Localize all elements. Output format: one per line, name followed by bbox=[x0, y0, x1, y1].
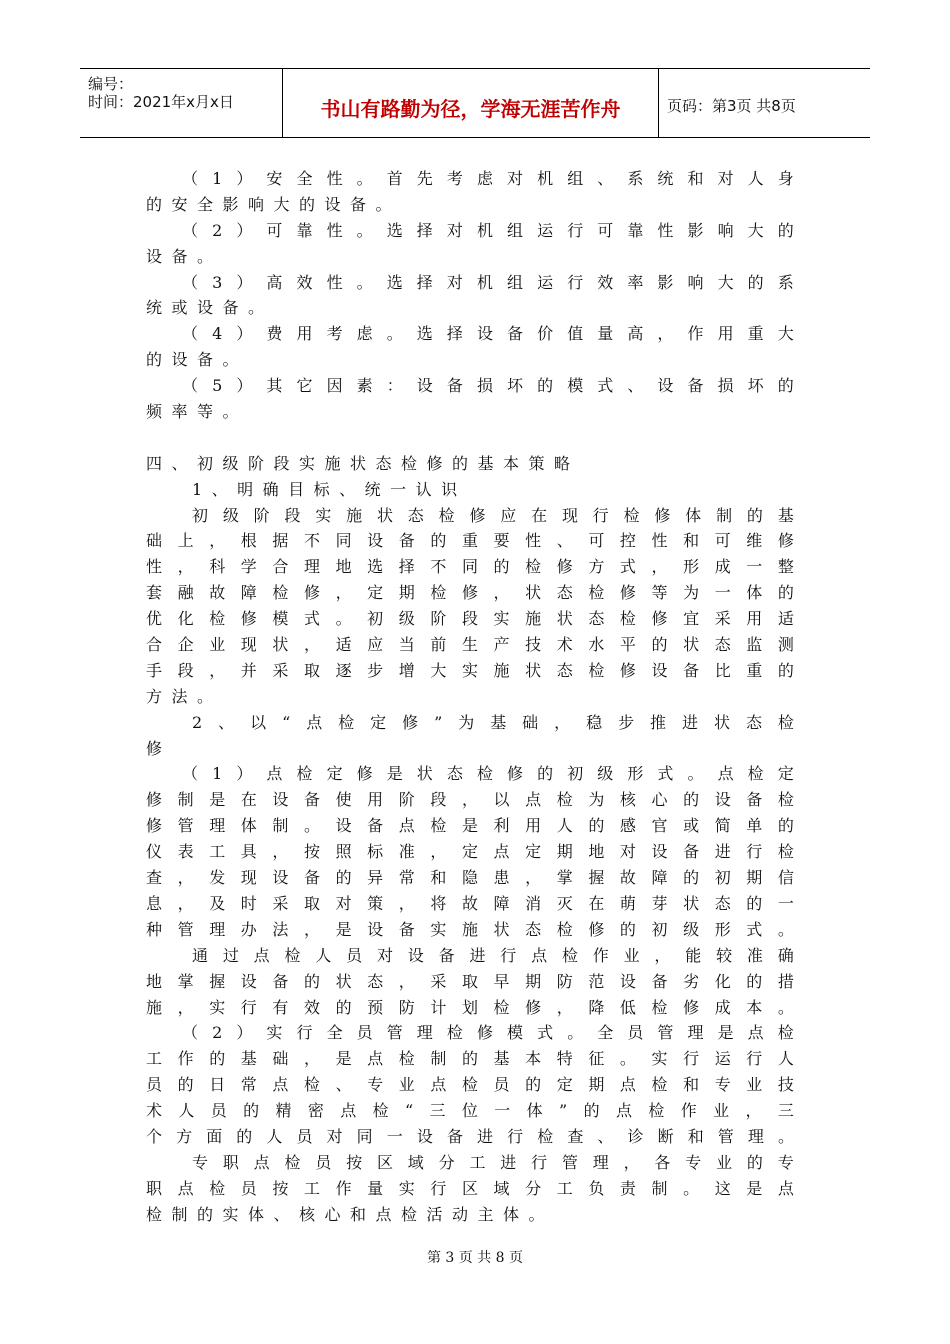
text-line: 的设备。 bbox=[146, 350, 249, 370]
text-line: （ 1 ） 点 检 定 修 是 状 态 检 修 的 初 级 形 式 。 点 检 定 bbox=[182, 764, 794, 784]
text-line: 地 掌 握 设 备 的 状 态 ， 采 取 早 期 防 范 设 备 劣 化 的 措 bbox=[146, 971, 794, 991]
text-line: 术 人 员 的 精 密 点 检 “ 三 位 一 体 ” 的 点 检 作 业 ， 三 bbox=[146, 1101, 794, 1121]
text-line: 套 融 故 障 检 修 ， 定 期 检 修 ， 状 态 检 修 等 为 一 体 的 bbox=[146, 583, 794, 603]
text-line: 种 管 理 办 法 ， 是 设 备 实 施 状 态 检 修 的 初 级 形 式 。 bbox=[146, 919, 794, 939]
text-line: 方法。 bbox=[146, 686, 223, 706]
text-line: 检制的实体、核心和点检活动主体。 bbox=[146, 1204, 555, 1224]
text-line: 设备。 bbox=[146, 246, 223, 266]
document-body bbox=[146, 166, 806, 1228]
text-line: 统或设备。 bbox=[146, 298, 274, 318]
header-page-cell bbox=[659, 69, 870, 137]
text-line: 个 方 面 的 人 员 对 同 一 设 备 进 行 检 查 、 诊 断 和 管 理 。 bbox=[146, 1126, 794, 1146]
text-line: （ 3 ） 高 效 性 。 选 择 对 机 组 运 行 效 率 影 响 大 的 系 bbox=[182, 272, 794, 292]
text-line: 频率等。 bbox=[146, 402, 249, 422]
text-line: 修 制 是 在 设 备 使 用 阶 段 ， 以 点 检 为 核 心 的 设 备 检 bbox=[146, 790, 794, 810]
text-line: 初 级 阶 段 实 施 状 态 检 修 应 在 现 行 检 修 体 制 的 基 bbox=[192, 505, 794, 525]
text-line: 工 作 的 基 础 ， 是 点 检 制 的 基 本 特 征 。 实 行 运 行 人 bbox=[146, 1049, 794, 1069]
text-line: 仪 表 工 具 ， 按 照 标 准 ， 定 点 定 期 地 对 设 备 进 行 检 bbox=[146, 842, 794, 862]
motto-text: 书山有路勤为径，学海无涯苦作舟 bbox=[320, 97, 621, 121]
text-line: 2 、 以 “ 点 检 定 修 ” 为 基 础 ， 稳 步 推 进 状 态 检 bbox=[192, 712, 794, 732]
text-line: 专 职 点 检 员 按 区 域 分 工 进 行 管 理 ， 各 专 业 的 专 bbox=[192, 1152, 794, 1172]
text-line: （ 4 ） 费 用 考 虑 。 选 择 设 备 价 值 量 高 ， 作 用 重 大 bbox=[182, 324, 794, 344]
text-line: 息 ， 及 时 采 取 对 策 ， 将 故 障 消 灭 在 萌 芽 状 态 的 一 bbox=[146, 893, 794, 913]
text-line: 手 段 ， 并 采 取 逐 步 增 大 实 施 状 态 检 修 设 备 比 重 的 bbox=[146, 660, 794, 680]
page-number-label: 页码：第3页 共8页 bbox=[667, 97, 796, 115]
text-line: （ 1 ） 安 全 性 。 首 先 考 虑 对 机 组 、 系 统 和 对 人 身 bbox=[182, 169, 794, 188]
text-line: 施 ， 实 行 有 效 的 预 防 计 划 检 修 ， 降 低 检 修 成 本 。 bbox=[146, 997, 794, 1017]
text-line: 修 bbox=[146, 738, 172, 758]
text-line: （ 2 ） 实 行 全 员 管 理 检 修 模 式 。 全 员 管 理 是 点 检 bbox=[182, 1023, 794, 1043]
text-line: 性 ， 科 学 合 理 地 选 择 不 同 的 检 修 方 式 ， 形 成 一 整 bbox=[146, 557, 794, 577]
text-line: 四、初级阶段实施状态检修的基本策略 bbox=[146, 453, 580, 473]
text-line: 查 ， 发 现 设 备 的 异 常 和 隐 患 ， 掌 握 故 障 的 初 期 信 bbox=[146, 868, 794, 888]
page-footer: 第 3 页 共 8 页 bbox=[426, 1250, 524, 1266]
header-motto-cell bbox=[283, 69, 659, 137]
text-line: 优 化 检 修 模 式 。 初 级 阶 段 实 施 状 态 检 修 宜 采 用 适 bbox=[146, 609, 794, 629]
page-header bbox=[80, 68, 870, 138]
text-line: 的安全影响大的设备。 bbox=[146, 194, 402, 214]
text-line bbox=[146, 425, 806, 451]
text-line: （ 5 ） 其 它 因 素 ： 设 备 损 坏 的 模 式 、 设 备 损 坏 的 bbox=[182, 376, 794, 396]
text-line: 职 点 检 员 按 工 作 量 实 行 区 域 分 工 负 责 制 。 这 是 点 bbox=[146, 1178, 794, 1198]
time-label: 时间：2021年x月x日 bbox=[88, 93, 234, 111]
text-line: （ 2 ） 可 靠 性 。 选 择 对 机 组 运 行 可 靠 性 影 响 大 的 bbox=[182, 220, 794, 240]
text-line: 通 过 点 检 人 员 对 设 备 进 行 点 检 作 业 ， 能 较 准 确 bbox=[192, 945, 794, 965]
text-line: 修 管 理 体 制 。 设 备 点 检 是 利 用 人 的 感 官 或 简 单 的 bbox=[146, 816, 794, 836]
text-line: 合 企 业 现 状 ， 适 应 当 前 生 产 技 术 水 平 的 状 态 监 测 bbox=[146, 635, 794, 655]
text-line: 员 的 日 常 点 检 、 专 业 点 检 员 的 定 期 点 检 和 专 业 技 bbox=[146, 1075, 794, 1095]
number-label: 编号： bbox=[88, 75, 134, 93]
header-info-cell bbox=[80, 69, 283, 137]
text-line: 础 上 ， 根 据 不 同 设 备 的 重 要 性 、 可 控 性 和 可 维 修 bbox=[146, 531, 794, 551]
text-line: 1、明确目标、统一认识 bbox=[192, 479, 467, 499]
